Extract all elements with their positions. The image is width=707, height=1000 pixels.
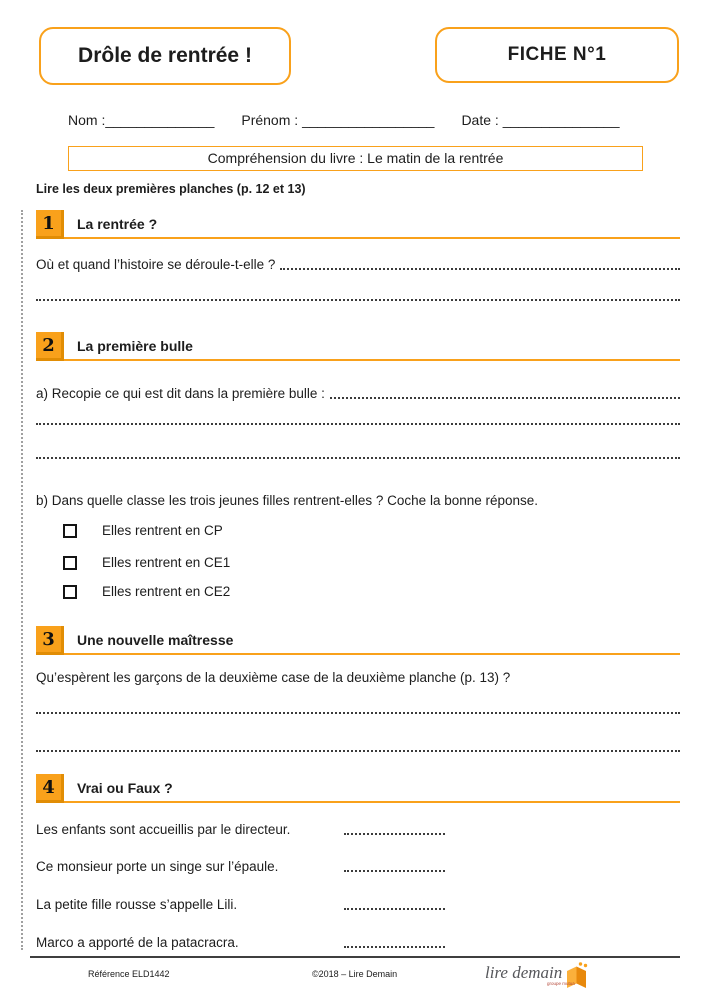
answer-dotted-line	[36, 750, 680, 752]
section-4-number: 4	[36, 774, 64, 803]
publisher-logo-text: lire demain	[485, 963, 563, 982]
section-3-title: Une nouvelle maîtresse	[77, 631, 234, 648]
section-2-part-a: a) Recopie ce qui est dit dans la première bulle :	[36, 386, 325, 401]
page-footer	[30, 956, 680, 998]
book-title: Drôle de rentrée !	[78, 44, 252, 67]
truefalse-statement: Les enfants sont accueillis par le directeur.	[36, 822, 291, 837]
truefalse-row	[36, 858, 680, 875]
section-2-part-a-line	[36, 385, 680, 402]
section-3-question: Qu’espèrent les garçons de la deuxième case de la deuxième planche (p. 13) ?	[36, 670, 511, 685]
section-1-number: 1	[36, 210, 64, 239]
checkbox[interactable]	[63, 556, 77, 570]
reading-instruction: Lire les deux premières planches (p. 12 et 13)	[36, 182, 306, 196]
option-label: Elles rentrent en CP	[102, 523, 223, 538]
date-label: Date :	[461, 112, 503, 128]
prenom-field	[241, 112, 434, 128]
answer-dotted-line	[36, 299, 680, 301]
section-1-title: La rentrée ?	[77, 215, 158, 232]
fold-dotted-line	[21, 210, 23, 950]
answer-dotted-line	[36, 423, 680, 425]
checkbox[interactable]	[63, 585, 77, 599]
fiche-number: FICHE N°1	[507, 44, 607, 65]
answer-dotted-line	[36, 457, 680, 459]
answer-dotted-blank	[344, 833, 445, 835]
answer-dotted-blank	[344, 908, 445, 910]
truefalse-statement: Marco a apporté de la patacracra.	[36, 935, 239, 950]
section-3-header	[36, 626, 680, 655]
copyright-text: ©2018 – Lire Demain	[312, 969, 398, 979]
identity-line	[68, 112, 680, 128]
nom-label: Nom :	[68, 112, 106, 128]
prenom-blank-line: _________________	[302, 112, 435, 128]
truefalse-row	[36, 934, 680, 951]
fiche-number-box	[435, 27, 679, 83]
section-1-header	[36, 210, 680, 239]
banner-text: Compréhension du livre : Le matin de la rentrée	[207, 150, 504, 166]
section-2-header	[36, 332, 680, 361]
answer-dotted-line	[36, 712, 680, 714]
checkbox[interactable]	[63, 524, 77, 538]
section-4-header	[36, 774, 680, 803]
truefalse-statement: La petite fille rousse s’appelle Lili.	[36, 897, 238, 912]
section-1-question-line	[36, 256, 680, 273]
date-field	[461, 112, 619, 128]
answer-dotted-blank	[344, 946, 445, 948]
option-row-ce2	[36, 583, 680, 600]
comprehension-banner	[68, 146, 643, 171]
option-row-cp	[36, 522, 680, 539]
truefalse-row	[36, 821, 680, 838]
option-label: Elles rentrent en CE2	[102, 584, 231, 599]
answer-leader-dots	[330, 397, 680, 399]
header-row	[0, 0, 707, 85]
truefalse-row	[36, 896, 680, 913]
answer-dotted-blank	[344, 870, 445, 872]
answer-leader-dots	[280, 268, 680, 270]
section-4-title: Vrai ou Faux ?	[77, 779, 173, 796]
book-title-box	[39, 27, 291, 85]
option-row-ce1	[36, 554, 680, 571]
section-2-title: La première bulle	[77, 337, 193, 354]
nom-blank-line: ______________	[105, 112, 215, 128]
prenom-label: Prénom :	[241, 112, 303, 128]
truefalse-statement: Ce monsieur porte un singe sur l’épaule.	[36, 859, 279, 874]
date-blank-line: _______________	[502, 112, 620, 128]
publisher-logo-subtext: groupe mutua	[547, 981, 575, 986]
section-2-part-b: b) Dans quelle classe les trois jeunes filles rentrent-elles ? Coche la bonne réponse.	[36, 493, 539, 508]
section-2-number: 2	[36, 332, 64, 361]
nom-field	[68, 112, 214, 128]
publisher-logo	[485, 961, 591, 989]
reference-code: Référence ELD1442	[88, 969, 170, 979]
section-1-question: Où et quand l’histoire se déroule-t-elle ?	[36, 257, 276, 272]
option-label: Elles rentrent en CE1	[102, 555, 231, 570]
section-3-number: 3	[36, 626, 64, 655]
